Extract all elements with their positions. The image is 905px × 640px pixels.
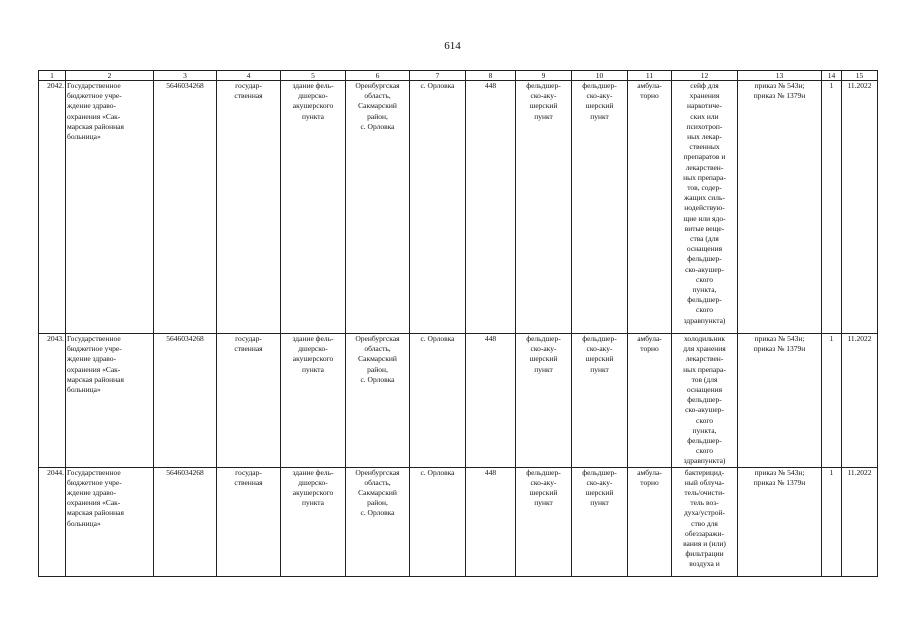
col-header-4: 4: [217, 71, 281, 81]
organization-name: Государственное бюджетное учре- ждение здраво- охранения «Сак- марская районная больница»: [66, 81, 154, 334]
col-header-8: 8: [466, 71, 516, 81]
care-type-cell: амбула- торно: [628, 81, 672, 334]
unit-cell: фельдшер- ско-аку- шерский пункт: [516, 334, 572, 468]
ownership-cell: государ- ственная: [217, 334, 281, 468]
date-cell: 11.2022: [842, 81, 878, 334]
unit-cell: фельдшер- ско-аку- шерский пункт: [516, 467, 572, 576]
organization-name: Государственное бюджетное учре- ждение здраво- охранения «Сак- марская районная больница»: [66, 467, 154, 576]
row-number: 2043.: [39, 334, 66, 468]
col-header-1: 1: [39, 71, 66, 81]
settlement-cell: с. Орловка: [410, 334, 466, 468]
quantity-cell: 1: [822, 467, 842, 576]
page-number: 614: [444, 40, 461, 52]
col-header-10: 10: [572, 71, 628, 81]
organization-name: Государственное бюджетное учре- ждение здраво- охранения «Сак- марская районная больница»: [66, 334, 154, 468]
row-number: 2042.: [39, 81, 66, 334]
col-header-13: 13: [738, 71, 822, 81]
care-type-cell: амбула- торно: [628, 467, 672, 576]
table-row: [39, 467, 878, 576]
equipment-cell: холодильник для хранения лекарствен- ных препара- тов (для оснащения фельдшер- ско-акушер- ского пункта, фельдшер- ского здравпункта): [672, 334, 738, 468]
unit-cell: фельдшер- ско-аку- шерский пункт: [516, 81, 572, 334]
date-cell: 11.2022: [842, 334, 878, 468]
inn-cell: 5646034268: [154, 467, 217, 576]
quantity-cell: 1: [822, 334, 842, 468]
col-header-2: 2: [66, 71, 154, 81]
col-header-5: 5: [281, 71, 346, 81]
address-cell: Оренбургская область, Сакмарский район, с. Орловка: [346, 334, 410, 468]
unit2-cell: фельдшер- ско-аку- шерский пункт: [572, 467, 628, 576]
address-cell: Оренбургская область, Сакмарский район, с. Орловка: [346, 81, 410, 334]
order-cell: приказ № 543н; приказ № 1379н: [738, 81, 822, 334]
col-header-6: 6: [346, 71, 410, 81]
ownership-cell: государ- ственная: [217, 81, 281, 334]
inn-cell: 5646034268: [154, 81, 217, 334]
unit2-cell: фельдшер- ско-аку- шерский пункт: [572, 334, 628, 468]
quantity-cell: 1: [822, 81, 842, 334]
registry-table: [38, 70, 878, 577]
code-cell: 448: [466, 467, 516, 576]
unit2-cell: фельдшер- ско-аку- шерский пункт: [572, 81, 628, 334]
building-cell: здание фель- дшерско- акушерского пункта: [281, 467, 346, 576]
address-cell: Оренбургская область, Сакмарский район, с. Орловка: [346, 467, 410, 576]
building-cell: здание фель- дшерско- акушерского пункта: [281, 334, 346, 468]
header-row: [39, 71, 878, 81]
ownership-cell: государ- ственная: [217, 467, 281, 576]
col-header-15: 15: [842, 71, 878, 81]
settlement-cell: с. Орловка: [410, 467, 466, 576]
equipment-cell: сейф для хранения наркотиче- ских или психотроп- ных лекар- ственных препаратов и лекарствен- ных препара- тов, содер- жащих силь- нодействую- щие или ядо- витые веще- ства (для оснащения фельдшер- ско-акушер- ского пункта, фельдшер- ского здравпункта): [672, 81, 738, 334]
col-header-14: 14: [822, 71, 842, 81]
col-header-11: 11: [628, 71, 672, 81]
code-cell: 448: [466, 334, 516, 468]
table-row: [39, 81, 878, 334]
order-cell: приказ № 543н; приказ № 1379н: [738, 467, 822, 576]
col-header-3: 3: [154, 71, 217, 81]
col-header-7: 7: [410, 71, 466, 81]
date-cell: 11.2022: [842, 467, 878, 576]
settlement-cell: с. Орловка: [410, 81, 466, 334]
equipment-cell: бактерицид- ный облуча- тель/очисти- тель воз- духа/устрой- ство для обеззаражи- вания и (или) фильтрации воздуха и: [672, 467, 738, 576]
building-cell: здание фель- дшерско- акушерского пункта: [281, 81, 346, 334]
col-header-9: 9: [516, 71, 572, 81]
row-number: 2044.: [39, 467, 66, 576]
col-header-12: 12: [672, 71, 738, 81]
code-cell: 448: [466, 81, 516, 334]
care-type-cell: амбула- торно: [628, 334, 672, 468]
table-row: [39, 334, 878, 468]
inn-cell: 5646034268: [154, 334, 217, 468]
order-cell: приказ № 543н; приказ № 1379н: [738, 334, 822, 468]
